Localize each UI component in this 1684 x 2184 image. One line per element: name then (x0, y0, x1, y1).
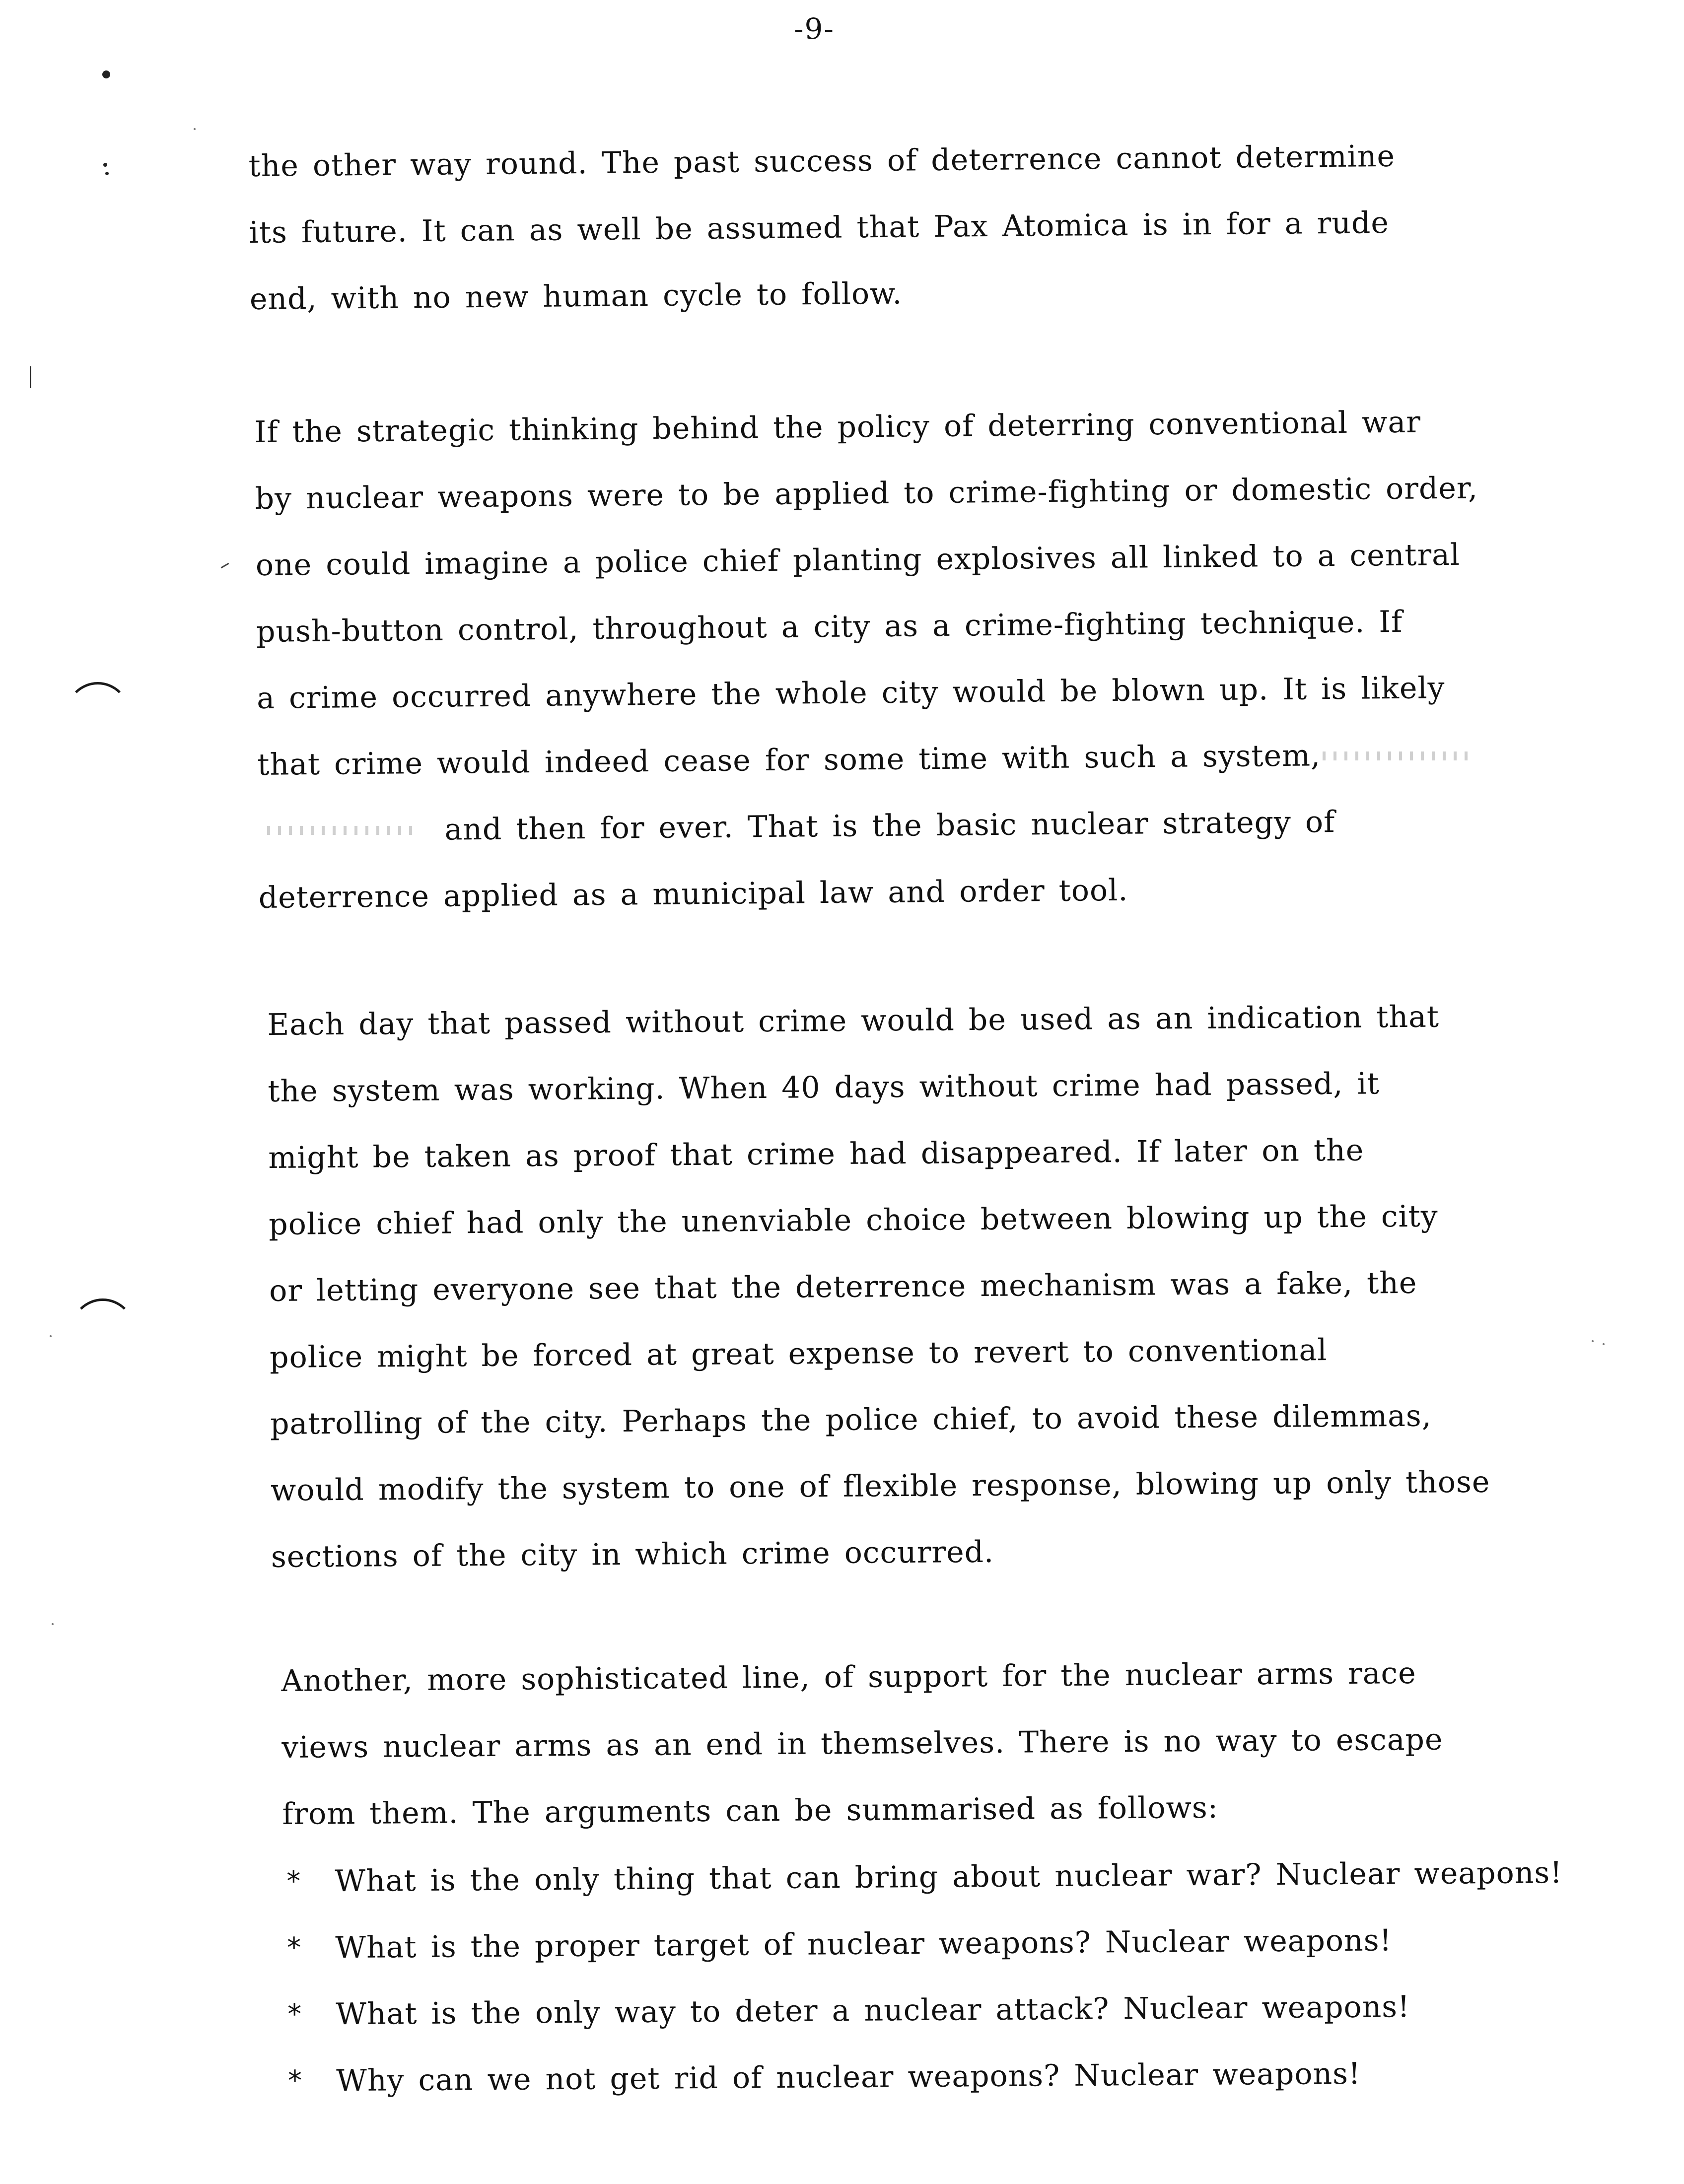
asterisk-bullet-icon: * (285, 1865, 303, 1898)
paragraph-line: that crime would indeed cease for some time with such a system, (257, 738, 1321, 782)
scan-smudge-mark (1323, 751, 1472, 760)
paragraph-line: by nuclear weapons were to be applied to crime-fighting or domestic order, (255, 471, 1478, 516)
bullet-list (281, 1840, 1564, 2115)
paragraph-line: and then for ever. That is the basic nuclear strategy of (444, 805, 1335, 847)
list-item (281, 1906, 1563, 1981)
paragraph-line: police might be forced at great expense to revert to conventional (269, 1333, 1328, 1375)
paragraph-line: might be taken as proof that crime had disappeared. If later on the (268, 1133, 1364, 1175)
paragraph-4 (281, 1640, 1444, 1847)
scan-dot-mark (103, 163, 107, 167)
scan-smudge-mark (267, 826, 416, 835)
asterisk-bullet-icon: * (286, 2064, 304, 2097)
paragraph-line: a crime occurred anywhere the whole city would be blown up. It is likely (256, 671, 1445, 716)
scan-speck-mark (1603, 1343, 1605, 1345)
paragraph-1 (248, 123, 1397, 333)
list-item (282, 1973, 1564, 2048)
paragraph-line: Another, more sophisticated line, of support for the nuclear arms race (281, 1656, 1416, 1699)
scan-speck-mark (1592, 1340, 1594, 1342)
list-item-text: What is the only thing that can bring about nuclear war? Nuclear weapons! (335, 1855, 1563, 1899)
asterisk-bullet-icon: * (286, 1998, 304, 2031)
paragraph-line: views nuclear arms as an end in themselves. There is no way to escape (281, 1722, 1443, 1765)
paragraph-line: one could imagine a police chief planting explosives all linked to a central (255, 537, 1461, 583)
page-number: -9- (793, 12, 835, 46)
list-item (282, 2039, 1564, 2115)
punch-hole-arc-icon (70, 1298, 135, 1363)
paragraph-line: deterrence applied as a municipal law and order tool. (258, 873, 1128, 915)
paragraph-line: from them. The arguments can be summarised as follows: (282, 1790, 1219, 1832)
punch-hole-arc-icon (66, 682, 130, 747)
paragraph-line: end, with no new human cycle to follow. (249, 276, 903, 317)
scan-speck-mark (194, 128, 196, 130)
scan-edge-mark (30, 366, 31, 388)
paragraph-line: would modify the system to one of flexible response, blowing up only those (270, 1464, 1490, 1508)
paragraph-line: or letting everyone see that the deterrence mechanism was a fake, the (269, 1265, 1417, 1308)
list-item (281, 1840, 1563, 1915)
asterisk-bullet-icon: * (285, 1931, 303, 1964)
margin-tick-mark (220, 563, 229, 569)
paragraph-line: its future. It can as well be assumed that Pax Atomica is in for a rude (249, 205, 1390, 250)
paragraph-line: sections of the city in which crime occurred. (271, 1534, 994, 1574)
scan-dot-mark (105, 172, 109, 175)
list-item-text: Why can we not get rid of nuclear weapons? Nuclear weapons! (336, 2056, 1361, 2099)
paragraph-line: the system was working. When 40 days without crime had passed, it (268, 1066, 1380, 1109)
scan-speck-mark (50, 1335, 52, 1337)
list-item-text: What is the proper target of nuclear weapons? Nuclear weapons! (335, 1923, 1392, 1966)
list-item-text: What is the only way to deter a nuclear attack? Nuclear weapons! (336, 1989, 1410, 2032)
paragraph-3 (267, 983, 1491, 1590)
scan-speck-mark (52, 1623, 54, 1625)
paragraph-line: police chief had only the unenviable choice between blowing up the city (269, 1199, 1438, 1242)
paragraph-line: Each day that passed without crime would be used as an indication that (267, 999, 1440, 1042)
paragraph-line: patrolling of the city. Perhaps the police chief, to avoid these dilemmas, (270, 1398, 1432, 1441)
scan-dot-mark (102, 70, 110, 78)
paragraph-line: the other way round. The past success of deterrence cannot determine (248, 138, 1396, 184)
paragraph-line: If the strategic thinking behind the policy of deterring conventional war (254, 405, 1421, 450)
paragraph-2 (254, 389, 1482, 931)
paragraph-line: push-button control, throughout a city as a crime-fighting technique. If (256, 604, 1403, 649)
